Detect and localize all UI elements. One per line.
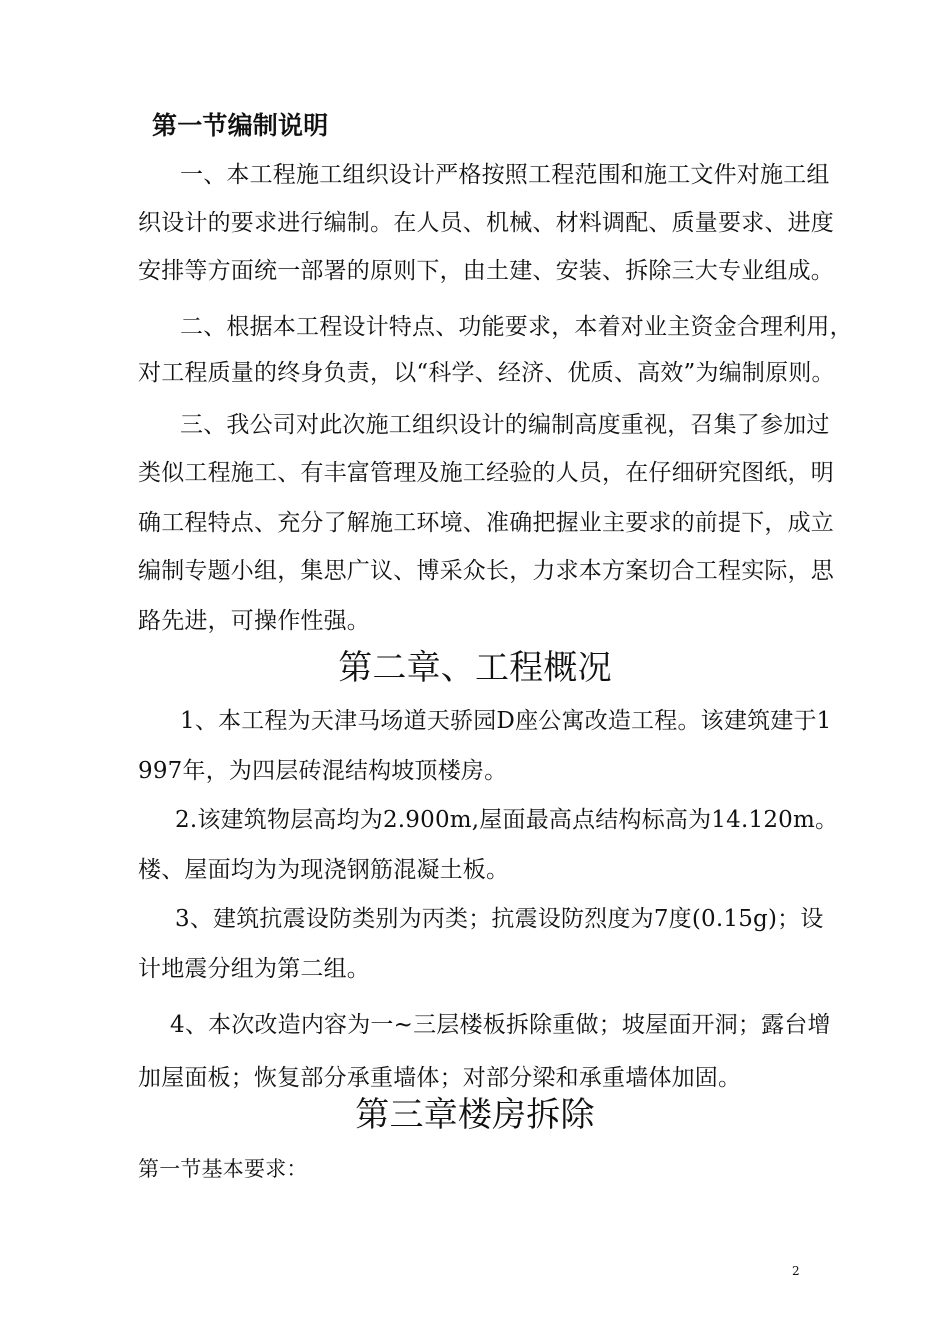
overview-item-4-line-1: 4、本次改造内容为一~三层楼板拆除重做；坡屋面开洞；露台增 — [170, 1012, 831, 1038]
subsection-heading: 第一节基本要求： — [138, 1157, 308, 1181]
paragraph-1-line-3: 安排等方面统一部署的原则下，由土建、安装、拆除三大专业组成。 — [138, 258, 834, 284]
overview-item-2-line-1: 2.该建筑物层高均为2.900m,屋面最高点结构标高为14.120m。 — [175, 807, 839, 833]
overview-item-3-line-1: 3、建筑抗震设防类别为丙类；抗震设防烈度为7度(0.15g)；设 — [175, 906, 824, 932]
paragraph-3-line-2: 类似工程施工、有丰富管理及施工经验的人员，在仔细研究图纸，明 — [138, 460, 834, 486]
overview-item-4-line-2: 加屋面板；恢复部分承重墙体；对部分梁和承重墙体加固。 — [138, 1065, 742, 1091]
chapter-heading: 第二章、工程概况 — [338, 648, 612, 688]
paragraph-1-line-2: 织设计的要求进行编制。在人员、机械、材料调配、质量要求、进度 — [138, 210, 834, 236]
paragraph-3-line-4: 编制专题小组，集思广议、博采众长，力求本方案切合工程实际，思 — [138, 558, 834, 584]
paragraph-2-line-1: 二、根据本工程设计特点、功能要求，本着对业主资金合理利用， — [180, 314, 853, 340]
paragraph-3-line-3: 确工程特点、充分了解施工环境、准确把握业主要求的前提下，成立 — [138, 510, 834, 536]
overview-item-2-line-2: 楼、屋面均为为现浇钢筋混凝土板。 — [138, 857, 510, 883]
overview-item-3-line-2: 计地震分组为第二组。 — [138, 956, 370, 982]
paragraph-3-line-5: 路先进，可操作性强。 — [138, 608, 370, 634]
section-heading: 第一节编制说明 — [152, 111, 329, 140]
paragraph-3-line-1: 三、我公司对此次施工组织设计的编制高度重视，召集了参加过 — [180, 412, 830, 438]
paragraph-1-line-1: 一、本工程施工组织设计严格按照工程范围和施工文件对施工组 — [180, 162, 830, 188]
overview-item-1-line-1: 1、本工程为天津马场道天骄园D座公寓改造工程。该建筑建于1 — [180, 708, 832, 734]
overview-item-1-line-2: 997年，为四层砖混结构坡顶楼房。 — [138, 758, 508, 784]
chapter-heading: 第三章楼房拆除 — [355, 1095, 595, 1135]
page-number: 2 — [792, 1264, 800, 1278]
paragraph-2-line-2: 对工程质量的终身负责，以“科学、经济、优质、高效”为编制原则。 — [138, 360, 835, 386]
